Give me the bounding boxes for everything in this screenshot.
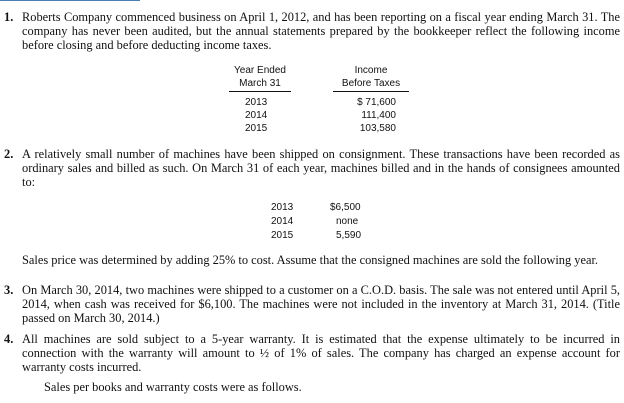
year-cell: 2015 — [271, 230, 294, 241]
item-text: A relatively small number of machines have been shipped on consignment. These transactions have been recorded as ordinary sales and billed as such. On March 31 of each year, machines billed and in the hands of consignees amounted to: — [22, 147, 620, 189]
year-cell: 2014 — [245, 110, 268, 121]
item-2 — [4, 147, 620, 189]
col-header-year-line2: March 31 — [229, 78, 291, 92]
year-cell: 2014 — [271, 216, 294, 227]
year-cell: 2015 — [245, 123, 268, 134]
item-text: All machines are sold subject to a 5-year warranty. It is estimated that the expense ultimately to be incurred in connection with the warranty will amount to ½ of 1% of sales. The company has charged an expense account for warranty costs incurred. — [22, 332, 620, 374]
item-4 — [4, 332, 620, 374]
amount-cell: $ 71,600 — [357, 97, 396, 108]
top-rule — [0, 0, 140, 1]
year-cell: 2013 — [245, 97, 268, 108]
item-number: 1. — [4, 10, 14, 24]
col-header-year-line1: Year Ended — [234, 65, 286, 76]
amount-cell: 111,400 — [361, 110, 396, 121]
item-text: Roberts Company commenced business on April 1, 2012, and has been reporting on a fiscal year ending March 31. The company has never been audited, but the annual statements prepared by the bookkeeper reflect the following income before closing and before deducting income taxes. — [22, 10, 620, 52]
item-number: 4. — [4, 332, 14, 346]
amount-cell: $6,500 — [330, 202, 361, 213]
item-3 — [4, 283, 620, 325]
item-text: On March 30, 2014, two machines were shipped to a customer on a C.O.D. basis. The sale was not entered until April 5, 2014, when cash was received for $6,100. The machines were not included in the inventory at March 31, 2014. (Title passed on March 30, 2014.) — [22, 283, 620, 325]
amount-cell: none — [336, 216, 359, 227]
amount-cell: 5,590 — [336, 230, 362, 241]
item-1 — [4, 10, 620, 52]
closing-line: Sales per books and warranty costs were as follows. — [44, 380, 302, 394]
col-header-income-line2: Before Taxes — [333, 78, 409, 92]
col-header-income-line1: Income — [354, 65, 388, 76]
amount-cell: 103,580 — [359, 123, 396, 134]
year-cell: 2013 — [271, 202, 294, 213]
item-number: 2. — [4, 147, 14, 161]
item-number: 3. — [4, 283, 14, 297]
consignment-note: Sales price was determined by adding 25% to cost. Assume that the consigned machines are sold the following year. — [22, 253, 599, 267]
